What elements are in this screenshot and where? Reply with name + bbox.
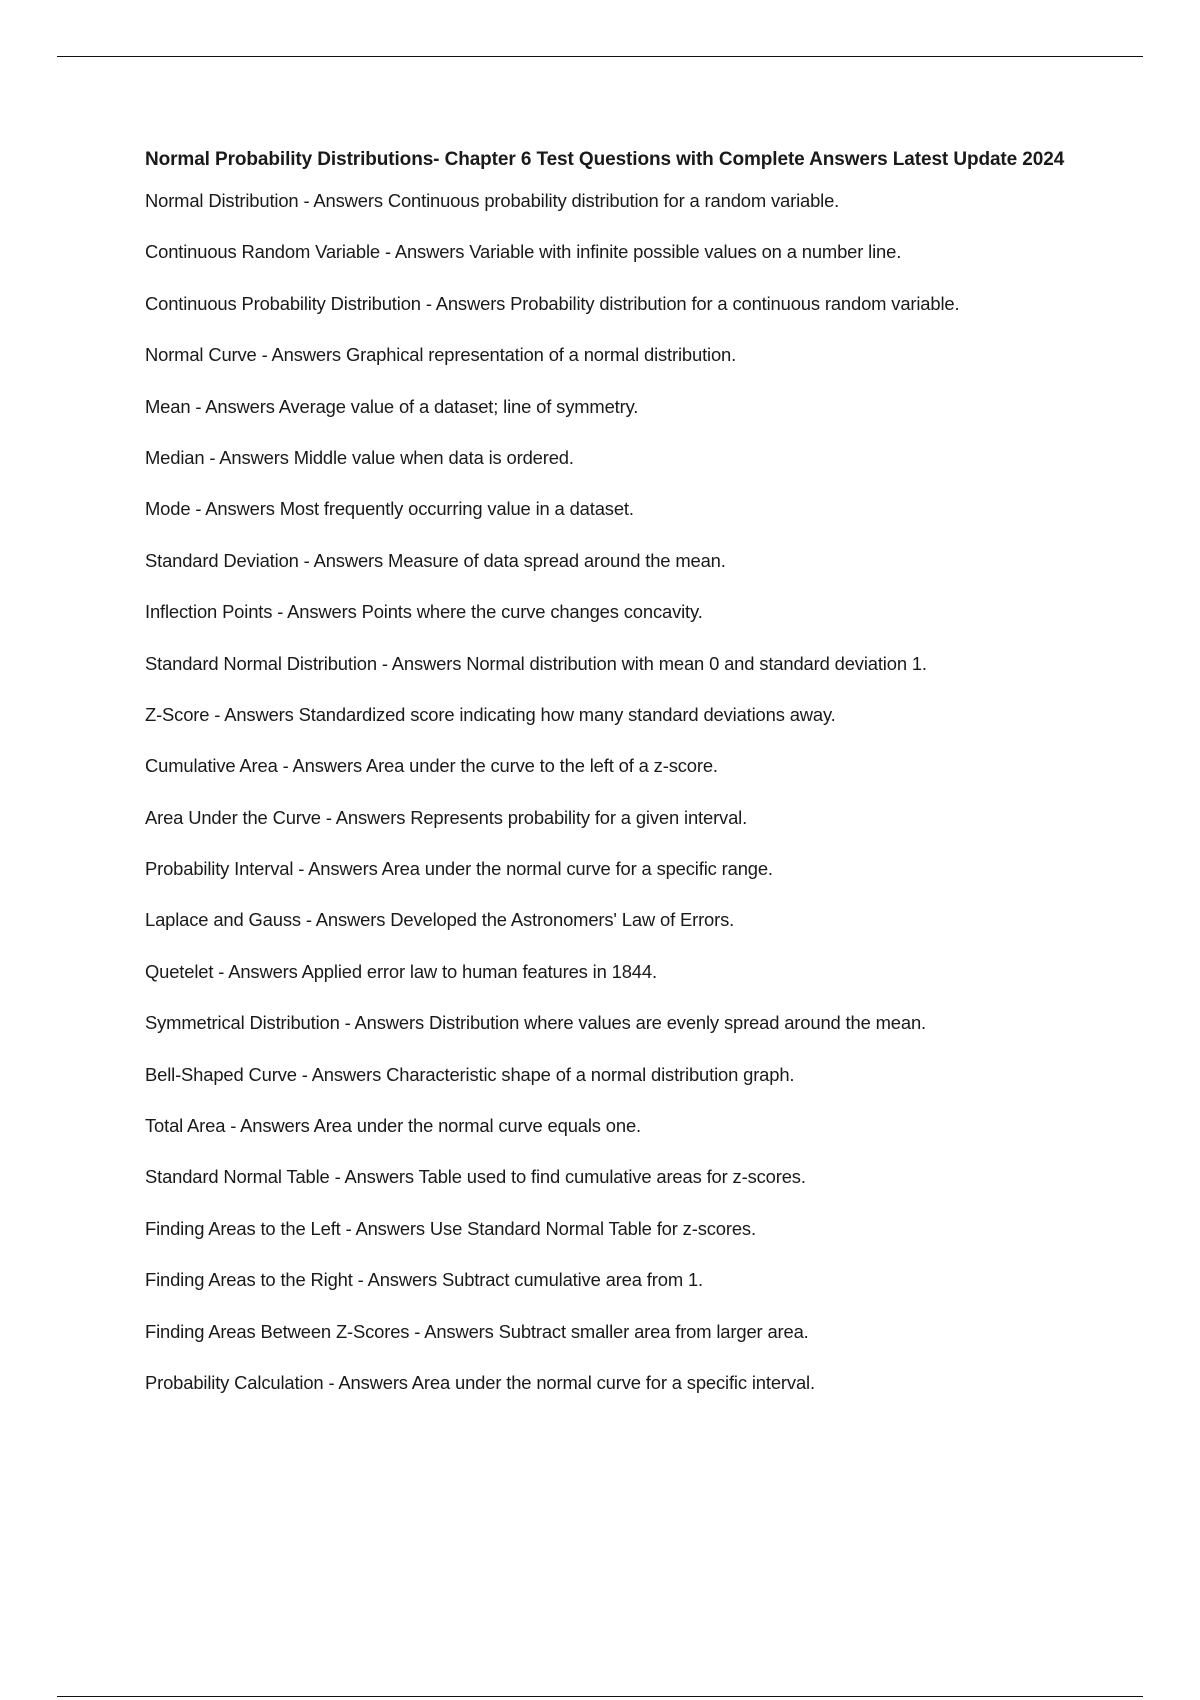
- qa-entry: Probability Calculation - Answers Area under the normal curve for a specific interval.: [145, 1371, 815, 1393]
- qa-entry: Standard Deviation - Answers Measure of data spread around the mean.: [145, 549, 726, 571]
- qa-entry: Inflection Points - Answers Points where the curve changes concavity.: [145, 601, 703, 623]
- header-rule: [57, 56, 1143, 57]
- qa-list: [145, 189, 1095, 1395]
- qa-entry: Mode - Answers Most frequently occurring value in a dataset.: [145, 498, 634, 520]
- qa-entry: Total Area - Answers Area under the normal curve equals one.: [145, 1115, 642, 1137]
- qa-entry: Standard Normal Distribution - Answers Normal distribution with mean 0 and standard deviation 1.: [145, 652, 927, 674]
- document-page: [145, 144, 1095, 1422]
- qa-entry: Finding Areas to the Right - Answers Subtract cumulative area from 1.: [145, 1269, 703, 1291]
- qa-entry: Bell-Shaped Curve - Answers Characteristic shape of a normal distribution graph.: [145, 1063, 795, 1085]
- qa-entry: Finding Areas to the Left - Answers Use Standard Normal Table for z-scores.: [145, 1217, 756, 1239]
- qa-entry: Z-Score - Answers Standardized score indicating how many standard deviations away.: [145, 703, 836, 725]
- qa-entry: Mean - Answers Average value of a dataset; line of symmetry.: [145, 395, 639, 417]
- qa-entry: Normal Curve - Answers Graphical representation of a normal distribution.: [145, 344, 737, 366]
- qa-entry: Median - Answers Middle value when data is ordered.: [145, 446, 574, 468]
- document-title: Normal Probability Distributions- Chapter 6 Test Questions with Complete Answers Latest Update 2024: [145, 149, 1065, 170]
- qa-entry: Cumulative Area - Answers Area under the curve to the left of a z-score.: [145, 755, 718, 777]
- qa-entry: Probability Interval - Answers Area under the normal curve for a specific range.: [145, 858, 773, 880]
- qa-entry: Quetelet - Answers Applied error law to human features in 1844.: [145, 960, 657, 982]
- qa-entry: Finding Areas Between Z-Scores - Answers Subtract smaller area from larger area.: [145, 1320, 809, 1342]
- qa-entry: Continuous Probability Distribution - Answers Probability distribution for a continuous random variable.: [145, 292, 960, 314]
- qa-entry: Symmetrical Distribution - Answers Distribution where values are evenly spread around the mean.: [145, 1012, 926, 1034]
- qa-entry: Normal Distribution - Answers Continuous probability distribution for a random variable.: [145, 190, 840, 211]
- qa-entry: Area Under the Curve - Answers Represents probability for a given interval.: [145, 806, 748, 828]
- qa-entry: Laplace and Gauss - Answers Developed the Astronomers' Law of Errors.: [145, 909, 735, 931]
- qa-entry: Standard Normal Table - Answers Table used to find cumulative areas for z-scores.: [145, 1166, 806, 1188]
- footer-rule: [57, 1696, 1143, 1697]
- qa-entry: Continuous Random Variable - Answers Variable with infinite possible values on a number line.: [145, 241, 902, 263]
